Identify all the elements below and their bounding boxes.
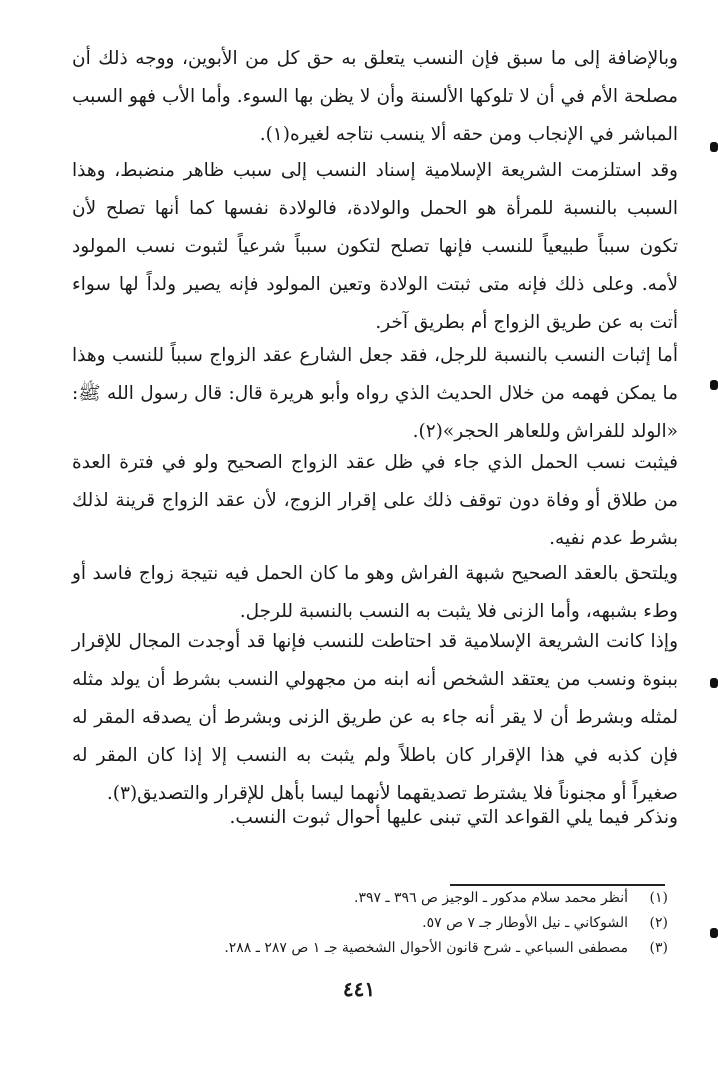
footnote-2	[120, 911, 668, 936]
paragraph-2: وقد استلزمت الشريعة الإسلامية إسناد النسب إلى سبب ظاهر منضبط، وهذا السبب بالنسبة للمرأة هو الحمل والولادة، فالولادة نفسها كما أنها تصلح لأن تكون سبباً طبيعياً للنسب فإنها تصلح لتكون سبباً شرعياً لثبوت نسب المولود لأمه. وعلى ذلك فإنه متى ثبتت الولادة وتعين المولود فإنه يصير ولداً لها سواء أتت به عن طريق الزواج أم بطريق آخر.	[72, 160, 678, 333]
scan-edge-mark	[710, 380, 718, 390]
paragraph-6: وإذا كانت الشريعة الإسلامية قد احتاطت للنسب فإنها قد أوجدت المجال للإقرار ببنوة ونسب من يعتقد الشخص أنه ابنه من مجهولي النسب بشرط أن يولد مثله لمثله وبشرط أن لا يقر أنه جاء به عن طريق الزنى وبشرط أن يصدقه المقر له فإن كذبه في هذا الإقرار كان باطلاً ولم يثبت به النسب إلا إذا كان المقر له صغيراً أو مجنوناً فلا يشترط تصديقهما لأنهما ليسا بأهل للإقرار والتصديق(٣).	[72, 631, 678, 804]
page-number: ٤٤١	[342, 977, 376, 1001]
footnote-text: الشوكاني ـ نيل الأوطار جـ ٧ ص ٥٧.	[422, 915, 628, 931]
footnote-number: (٢)	[649, 915, 668, 931]
footnote-3	[120, 936, 668, 961]
scan-edge-mark	[710, 142, 718, 152]
footnote-number: (١)	[649, 890, 668, 906]
paragraph-7: ونذكر فيما يلي القواعد التي تبنى عليها أحوال ثبوت النسب.	[229, 807, 678, 828]
footnote-1	[120, 886, 668, 911]
paragraph-3: أما إثبات النسب بالنسبة للرجل، فقد جعل الشارع عقد الزواج سبباً للنسب وهذا ما يمكن فهمه من خلال الحديث الذي رواه وأبو هريرة قال: قال رسول الله ﷺ: «الولد للفراش وللعاهر الحجر»(٢).	[72, 345, 678, 442]
footnote-text: مصطفى السباعي ـ شرح قانون الأحوال الشخصية جـ ١ ص ٢٨٧ ـ ٢٨٨.	[224, 940, 628, 956]
paragraph-5: ويلتحق بالعقد الصحيح شبهة الفراش وهو ما كان الحمل فيه نتيجة زواج فاسد أو وطء بشبهه، وأما الزنى فلا يثبت به النسب بالنسبة للرجل.	[72, 563, 678, 622]
footnote-number: (٣)	[649, 940, 668, 956]
scan-edge-mark	[710, 928, 718, 938]
footnote-text: أنظر محمد سلام مدكور ـ الوجيز ص ٣٩٦ ـ ٣٩٧.	[354, 890, 628, 906]
footnotes	[120, 886, 668, 961]
paragraph-1: وبالإضافة إلى ما سبق فإن النسب يتعلق به حق كل من الأبوين، ووجه ذلك أن مصلحة الأم في أن لا تلوكها الألسنة وأن لا يظن بها السوء. وأما الأب فهو السبب المباشر في الإنجاب ومن حقه ألا ينسب نتاجه لغيره(١).	[72, 48, 678, 145]
paragraph-4: فيثبت نسب الحمل الذي جاء في ظل عقد الزواج الصحيح ولو في فترة العدة من طلاق أو وفاة دون توقف ذلك على إقرار الزوج، لأن عقد الزواج قرينة لذلك بشرط عدم نفيه.	[72, 452, 678, 549]
scan-edge-mark	[710, 678, 718, 688]
